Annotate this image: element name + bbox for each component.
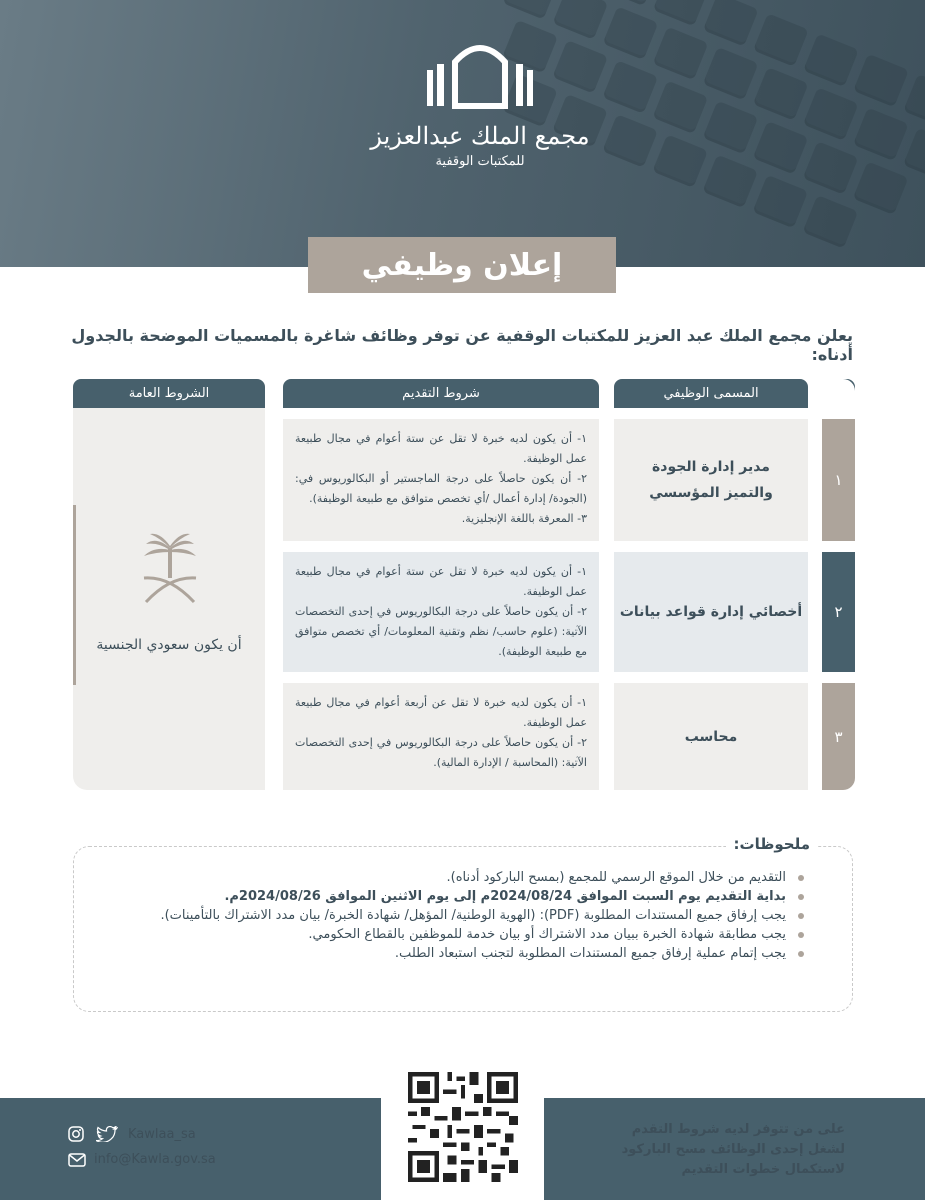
divider xyxy=(73,505,76,685)
requirements-cell xyxy=(283,683,599,790)
footer-contact xyxy=(0,1098,381,1200)
org-subtitle: للمكتبات الوقفية xyxy=(435,154,525,169)
row-number: ١ xyxy=(822,419,855,541)
cta-line: لاستكمال خطوات التقديم xyxy=(681,1162,845,1177)
note-item: التقديم من خلال الموقع الرسمي للمجمع (بمسح الباركود أدناه). xyxy=(90,868,804,887)
cta-line: على من تتوفر لديه شروط التقدم xyxy=(631,1122,845,1137)
requirement-item: ١- أن يكون لديه خبرة لا تقل عن ستة أعوام في مجال طبيعة عمل الوظيفة. xyxy=(295,432,587,465)
job-title-cell xyxy=(614,683,808,790)
requirement-item: ١- أن يكون لديه خبرة لا تقل عن أربعة أعوام في مجال طبيعة عمل الوظيفة. xyxy=(295,696,587,729)
twitter-icon[interactable] xyxy=(96,1126,118,1142)
email-contact xyxy=(68,1152,216,1167)
job-title-cell xyxy=(614,419,808,541)
requirement-item: ٢- أن يكون حاصلاً على درجة البكالوريوس في إحدى التخصصات الآتية: (المحاسبة / الإدارة المالية). xyxy=(295,736,587,769)
requirement-item: ٣- المعرفة باللغة الإنجليزية. xyxy=(461,512,587,525)
org-logo xyxy=(370,40,590,210)
general-condition-text: أن يكون سعودي الجنسية xyxy=(96,637,242,653)
saudi-emblem-icon xyxy=(138,530,202,606)
mail-icon xyxy=(68,1153,86,1167)
notes-list xyxy=(90,868,804,963)
job-title: مدير إدارة الجودة والتميز المؤسسي xyxy=(649,459,773,501)
header-general: الشروط العامة xyxy=(73,379,265,408)
note-item: يجب مطابقة شهادة الخبرة ببيان مدد الاشتراك أو بيان خدمة للموظفين بالقطاع الحكومي. xyxy=(90,925,804,944)
requirement-item: ١- أن يكون لديه خبرة لا تقل عن ستة أعوام في مجال طبيعة عمل الوظيفة. xyxy=(295,565,587,598)
note-item: يجب إتمام عملية إرفاق جميع المستندات المطلوبة لتجنب استبعاد الطلب. xyxy=(90,944,804,963)
page-title: إعلان وظيفي xyxy=(308,237,616,293)
email-address[interactable]: info@Kawla.gov.sa xyxy=(94,1152,216,1167)
note-item: بداية التقديم يوم السبت الموافق 2024/08/24م إلى يوم الاثنين الموافق 2024/08/26م. xyxy=(90,887,804,906)
qr-code[interactable] xyxy=(408,1072,518,1182)
cta-line: لشغل إحدى الوظائف مسح الباركود xyxy=(621,1142,845,1157)
social-links xyxy=(68,1126,196,1142)
row-number: ٢ xyxy=(822,552,855,672)
job-title: أخصائي إدارة قواعد بيانات xyxy=(619,604,803,620)
header-requirements: شروط التقديم xyxy=(283,379,599,408)
cta-text xyxy=(585,1120,845,1180)
job-title-cell xyxy=(614,552,808,672)
hero-banner xyxy=(0,0,925,267)
intro-text: يعلن مجمع الملك عبد العزيز للمكتبات الوقفية عن توفر وظائف شاغرة بالمسميات الموضحة بالجدول أدناه: xyxy=(71,326,853,364)
job-title: محاسب xyxy=(684,728,738,745)
requirements-cell xyxy=(283,419,599,541)
instagram-icon[interactable] xyxy=(68,1126,84,1142)
book-arch-icon xyxy=(425,40,535,110)
notes-label: ملحوظات: xyxy=(726,835,818,853)
social-handle[interactable]: Kawlaa_sa xyxy=(128,1126,196,1142)
requirement-item: ٢- أن يكون حاصلاً على درجة الماجستير أو البكالوريوس في: (الجودة/ إدارة أعمال /أي تخصص متوافق مع طبيعة الوظيفة). xyxy=(295,472,587,505)
requirements-cell xyxy=(283,552,599,672)
org-name: مجمع الملك عبدالعزيز xyxy=(370,122,590,150)
note-item: يجب إرفاق جميع المستندات المطلوبة (PDF): (الهوية الوطنية/ المؤهل/ شهادة الخبرة/ بيان مدد الاشتراك بالتأمينات). xyxy=(90,906,804,925)
requirement-item: ٢- أن يكون حاصلاً على درجة البكالوريوس في إحدى التخصصات الآتية: (علوم حاسب/ نظم وتقنية المعلومات/ أي تخصص متوافق مع طبيعة الوظيفة). xyxy=(295,605,587,658)
header-title: المسمى الوظيفي xyxy=(614,379,808,408)
row-number: ٣ xyxy=(822,683,855,790)
